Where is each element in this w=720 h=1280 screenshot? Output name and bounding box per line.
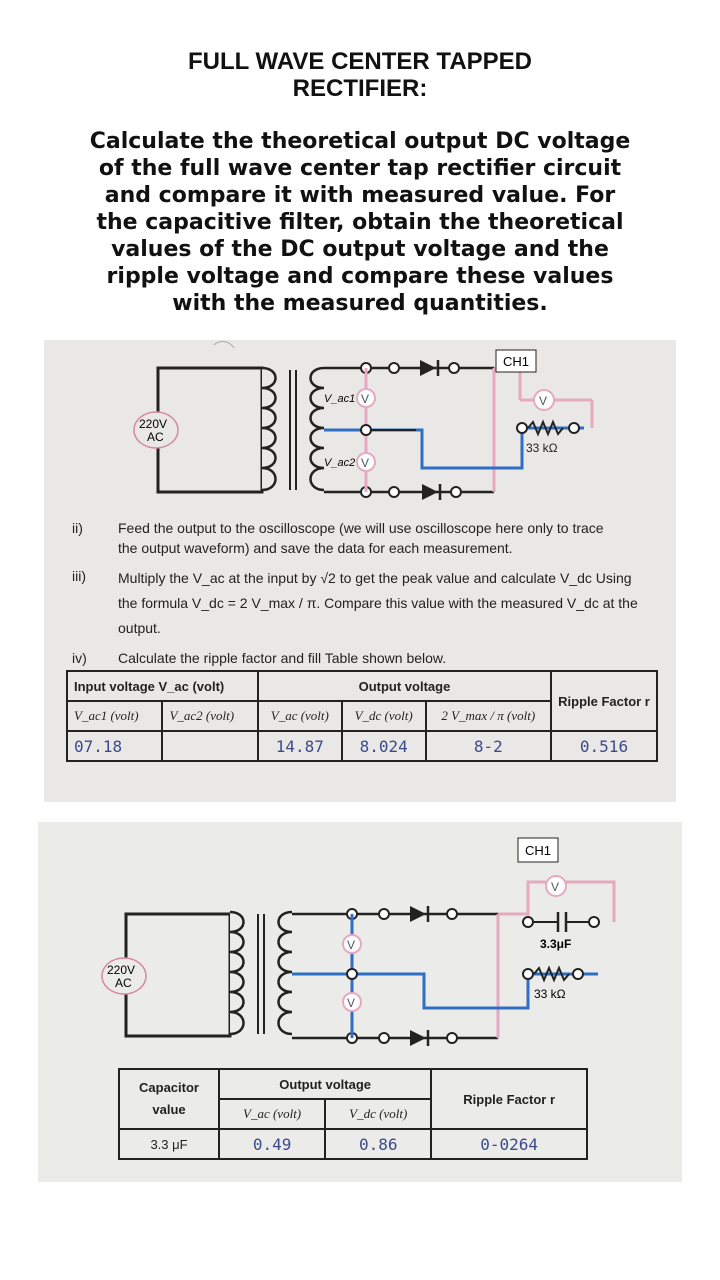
capacitor-header-line: Capacitor — [139, 1080, 199, 1095]
step-line: output. — [118, 620, 161, 636]
results-table-2 — [118, 1068, 588, 1160]
input-voltage-header: Input voltage V_ac (volt) — [67, 671, 258, 701]
secondary-coil-2 — [279, 912, 293, 1034]
step-line: Feed the output to the oscilloscope (we will use oscilloscope here only to trace — [118, 520, 604, 536]
primary-coil — [262, 368, 276, 490]
ripple-factor-header-2: Ripple Factor r — [431, 1069, 587, 1129]
voltmeter-2-label: V — [361, 456, 370, 470]
resistor-label: 33 kΩ — [526, 441, 558, 455]
instruction-line: of the full wave center tap rectifier circuit — [98, 156, 622, 181]
col-vac: V_ac (volt) — [258, 701, 342, 731]
voltmeter-1-label: V — [361, 392, 370, 406]
col-vac2: V_ac2 (volt) — [162, 701, 257, 731]
step-ii — [72, 518, 672, 562]
results-table-1 — [66, 670, 658, 762]
circuit-diagram-1 — [44, 340, 676, 530]
page-title — [0, 48, 720, 102]
col-vdc-2: V_dc (volt) — [325, 1099, 431, 1129]
cell-vac: 14.87 — [258, 731, 342, 761]
voltmeter-a-label: V — [347, 938, 356, 952]
ch1-label: CH1 — [503, 354, 530, 369]
cell-vac-2: 0.49 — [219, 1129, 325, 1159]
photo-worksheet-1 — [44, 340, 676, 802]
instruction-line: with the measured quantities. — [172, 291, 548, 316]
instruction-line: and compare it with measured value. For — [104, 183, 616, 208]
step-number: iv) — [72, 650, 87, 666]
capacitor-label: 3.3μF — [540, 937, 572, 951]
cell-vdc: 8.024 — [342, 731, 426, 761]
capacitor-header-line: value — [152, 1102, 186, 1117]
step-iv — [72, 648, 672, 670]
voltmeter-out-label: V — [539, 394, 548, 408]
diode-top — [420, 360, 436, 376]
meter1-label: V_ac1 — [324, 393, 356, 405]
step-iii — [72, 566, 672, 636]
capacitor-header — [119, 1069, 219, 1129]
cell-capacitor: 3.3 μF — [119, 1129, 219, 1159]
source-volt: 220V — [139, 417, 168, 431]
cell-vac2 — [162, 731, 257, 761]
source-ac: AC — [147, 430, 164, 444]
instruction-line: values of the DC output voltage and the — [111, 237, 609, 262]
instruction-line: the capacitive filter, obtain the theoretical — [96, 210, 624, 235]
diode-bottom — [422, 484, 438, 500]
output-voltage-header: Output voltage — [258, 671, 551, 701]
instructions — [60, 128, 660, 317]
col-vac-2: V_ac (volt) — [219, 1099, 325, 1129]
ripple-factor-header: Ripple Factor r — [551, 671, 657, 731]
cell-ripple-2: 0-0264 — [431, 1129, 587, 1159]
title-line-2: RECTIFIER: — [292, 75, 428, 102]
circuit-diagram-2 — [38, 822, 682, 1062]
meter2-label: V_ac2 — [324, 457, 356, 469]
cell-ripple: 0.516 — [551, 731, 657, 761]
secondary-coil — [311, 368, 325, 490]
voltmeter-out-2-label: V — [551, 880, 560, 894]
output-voltage-header-2: Output voltage — [219, 1069, 431, 1099]
title-line-1: FULL WAVE CENTER TAPPED — [187, 48, 532, 75]
source-ac-2: AC — [115, 976, 132, 990]
cell-2vmax: 8-2 — [426, 731, 551, 761]
instruction-line: ripple voltage and compare these values — [106, 264, 614, 289]
primary-coil-2 — [230, 912, 244, 1034]
step-number: iii) — [72, 568, 86, 584]
voltmeter-b-label: V — [347, 996, 356, 1010]
col-vdc: V_dc (volt) — [342, 701, 426, 731]
cell-vdc-2: 0.86 — [325, 1129, 431, 1159]
resistor-label-2: 33 kΩ — [534, 987, 566, 1001]
source-volt-2: 220V — [107, 963, 136, 977]
photo-worksheet-2 — [38, 822, 682, 1182]
step-line: Calculate the ripple factor and fill Table shown below. — [118, 650, 447, 666]
ch1-label-2: CH1 — [525, 843, 552, 858]
cell-vac1: 07.18 — [67, 731, 162, 761]
step-line: Multiply the V_ac at the input by √2 to get the peak value and calculate V_dc Using — [118, 570, 632, 586]
instruction-line: Calculate the theoretical output DC voltage — [89, 129, 631, 154]
col-vac1: V_ac1 (volt) — [67, 701, 162, 731]
col-2vmax: 2 V_max / π (volt) — [426, 701, 551, 731]
step-line: the output waveform) and save the data for each measurement. — [118, 540, 513, 556]
step-number: ii) — [72, 520, 83, 536]
step-line: the formula V_dc = 2 V_max / π. Compare this value with the measured V_dc at the — [118, 595, 638, 611]
